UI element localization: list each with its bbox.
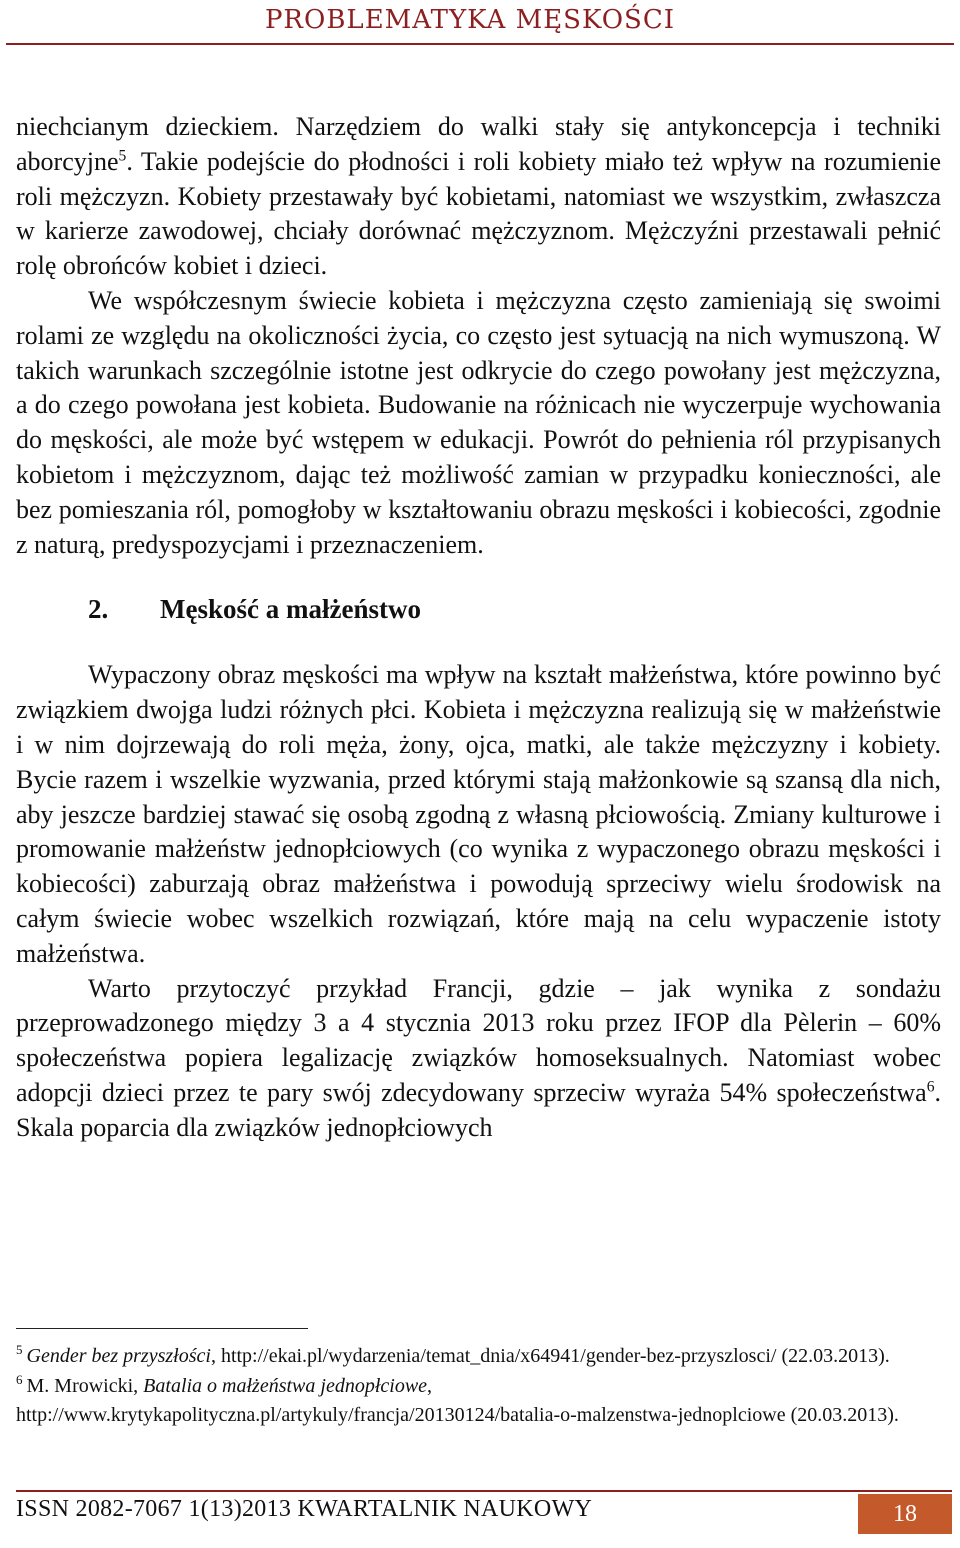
- footnote-reference-6[interactable]: 6: [926, 1078, 935, 1096]
- footnote-title: Gender bez przyszłości: [26, 1345, 211, 1367]
- article-body: [16, 110, 941, 1146]
- footnote-title: Batalia o małżeństwa jednopłciowe: [143, 1374, 428, 1397]
- footnote-5: [16, 1342, 941, 1372]
- header-rule: [6, 43, 954, 45]
- footnote-link[interactable]: , http://www.krytykapolityczna.pl/artykuly/francja/20130124/batalia-o-malzenstwa-jednoplciowe (20.03.2013).: [16, 1374, 899, 1426]
- section-title: Męskość a małżeństwo: [160, 594, 421, 625]
- section-heading: [16, 592, 941, 626]
- paragraph-3: Wypaczony obraz męskości ma wpływ na kształt małżeństwa, które powinno być związkiem dwojga ludzi różnych płci. Kobieta i mężczyzna realizują się w małżeństwie i w nim dojrzewają do roli męża, żony, ojca, matki, ale także mężczyzny i kobiety. Bycie razem i wszelkie wyzwania, przed którymi stają małżonkowie są szansą dla nich, aby jeszcze bardziej stawać się osobą zgodną z własną płciowością. Zmiany kulturowe i promowanie małżeństw jednopłciowych (co wynika z wypaczonego obrazu męskości i kobiecości) zaburzają obraz małżeństwa i powodują sprzeciwy wielu środowisk na całym świecie wobec wszelkich rozwiązań, które mają na celu wypaczenie istoty małżeństwa.: [16, 660, 941, 968]
- paragraph-text: . Takie podejście do płodności i roli kobiety miało też wpływ na rozumienie roli mężczyzn. Kobiety przestawały być kobietami, natomiast we wszystkim, zwłaszcza w karierze zawodowej, chciały dorównać mężczyznom. Mężczyźni przestawali pełnić rolę obrońców kobiet i dzieci.: [16, 146, 941, 281]
- journal-info: ISSN 2082-7067 1(13)2013 KWARTALNIK NAUKOWY: [16, 1496, 593, 1522]
- paragraph-text: Warto przytoczyć przykład Francji, gdzie – jak wynika z sondażu przeprowadzonego między 3 a 4 stycznia 2013 roku przez IFOP dla Pèlerin – 60% społeczeństwa popiera legalizację związków homoseksualnych. Natomiast wobec adopcji dzieci przez te pary swój zdecydowany sprzeciw wyraża 54% społeczeństwa: [16, 973, 941, 1107]
- footnote-6: [16, 1372, 941, 1431]
- footnote-separator: [16, 1328, 308, 1329]
- footnote-reference-5[interactable]: 5: [118, 147, 127, 165]
- footnotes: [16, 1342, 941, 1431]
- footnote-link[interactable]: , http://ekai.pl/wydarzenia/temat_dnia/x64941/gender-bez-przyszlosci/ (22.03.2013).: [210, 1345, 890, 1367]
- page-footer: [16, 1490, 952, 1538]
- paragraph-1: [16, 110, 941, 284]
- paragraph-text: niechcianym dzieckiem. Narzędziem do walki stały się antykoncepcja i techniki aborcyjne: [16, 112, 941, 176]
- paragraph-4: [16, 972, 941, 1146]
- section-number: 2.: [88, 594, 109, 625]
- footnote-mark: 5: [16, 1342, 23, 1358]
- footnote-mark: 6: [16, 1371, 23, 1387]
- page-number-badge: 18: [858, 1494, 952, 1534]
- footnote-author: M. Mrowicki,: [26, 1374, 144, 1397]
- paragraph-text: . Skala poparcia dla związków jednopłciowych: [16, 1077, 941, 1142]
- running-header: PROBLEMATYKA MĘSKOŚCI: [264, 5, 675, 35]
- paragraph-2: We współczesnym świecie kobieta i mężczyzna często zamieniają się swoimi rolami ze względu na okoliczności życia, co często jest sytuacją na nich wymuszoną. W takich warunkach szczególnie istotne jest odkrycie do czego powołany jest mężczyzna, a do czego powołana jest kobieta. Budowanie na różnicach nie wyczerpuje wychowania do męskości, ale może być wstępem w edukacji. Powrót do pełnienia ról przypisanych kobietom i mężczyznom, dając też możliwość zamian w przypadku konieczności, ale bez pomieszania ról, pomogłoby w kształtowaniu obrazu męskości i kobiecości, zgodnie z naturą, predyspozycjami i przeznaczeniem.: [16, 285, 941, 559]
